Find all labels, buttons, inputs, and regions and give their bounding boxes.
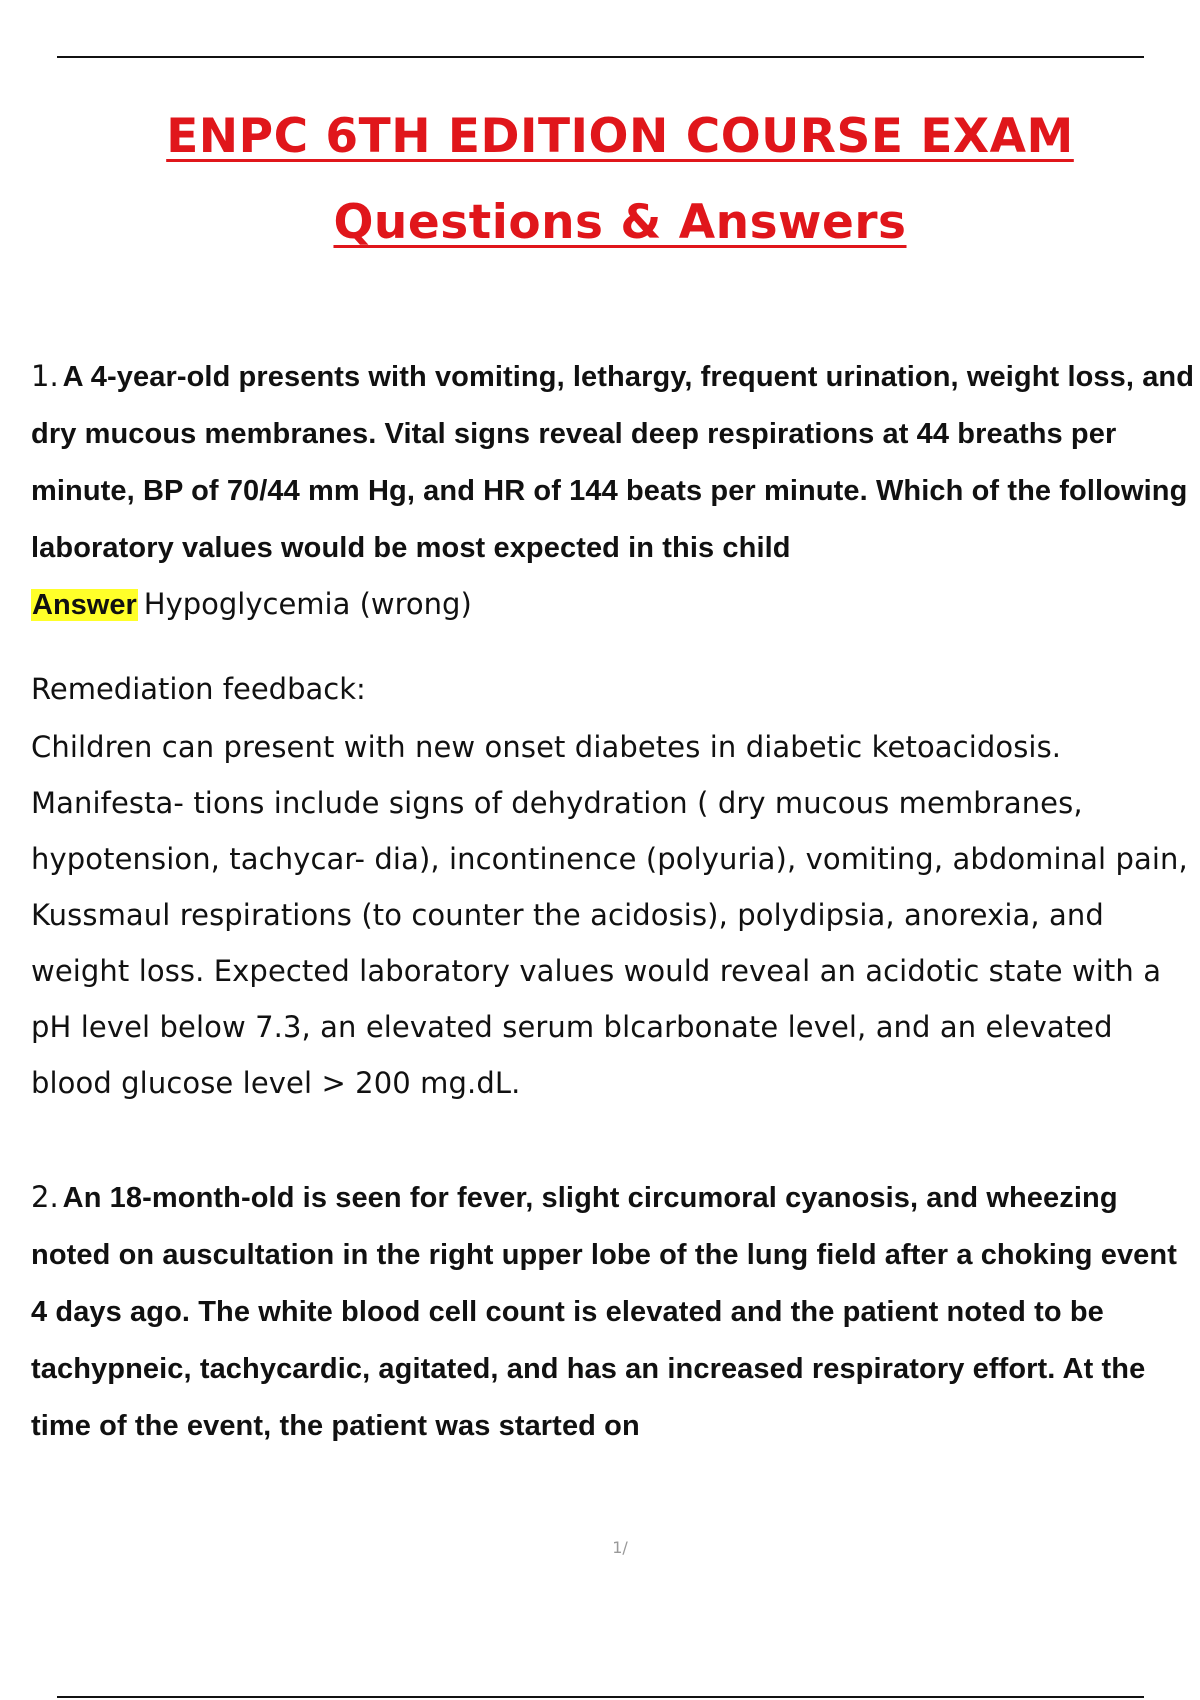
question-2-number: 2. [31, 1180, 59, 1214]
question-1-answer [31, 576, 1196, 633]
question-1-number: 1. [31, 359, 59, 393]
page-number: 1/ [612, 1538, 628, 1557]
answer-label-highlight: Answer [32, 589, 137, 621]
remediation-feedback-label: Remediation feedback: [31, 672, 366, 706]
question-2 [31, 1169, 1196, 1454]
bottom-divider [57, 1696, 1144, 1698]
question-1 [31, 348, 1196, 576]
question-1-answer-text: Hypoglycemia (wrong) [143, 587, 472, 621]
document-body [31, 348, 1196, 1454]
question-2-text: An 18-month-old is seen for fever, slight circumoral cyanosis, and wheezing noted on auscultation in the right upper lobe of the lung field after a choking event 4 days ago. The white blood cell count is elevated and the patient noted to be tachypneic, tachycardic, agitated, and has an increased respiratory effort. At the time of the event, the patient was started on [31, 1182, 1177, 1442]
top-divider [57, 56, 1144, 58]
document-title-line-2: Questions & Answers [333, 195, 907, 250]
document-title-line-1: ENPC 6TH EDITION COURSE EXAM [166, 109, 1074, 164]
remediation-feedback-text: Children can present with new onset diabetes in diabetic ketoacidosis. Manifesta- tions include signs of dehydration ( dry mucous membranes, hypotension, tachycar- dia), incontinence (polyuria), vomiting, abdominal pain, Kussmaul respirations (to counter the acidosis), polydipsia, anorexia, and weight loss. Expected laboratory values would reveal an acidotic state with a pH level below 7.3, an elevated serum blcarbonate level, and an elevated blood glucose level > 200 mg.dL. [31, 730, 1188, 1100]
question-1-text: A 4-year-old presents with vomiting, lethargy, frequent urination, weight loss, and dry mucous membranes. Vital signs reveal deep respirations at 44 breaths per minute, BP of 70/44 mm Hg, and HR of 144 beats per minute. Which of the following laboratory values would be most expected in this child [31, 361, 1195, 564]
